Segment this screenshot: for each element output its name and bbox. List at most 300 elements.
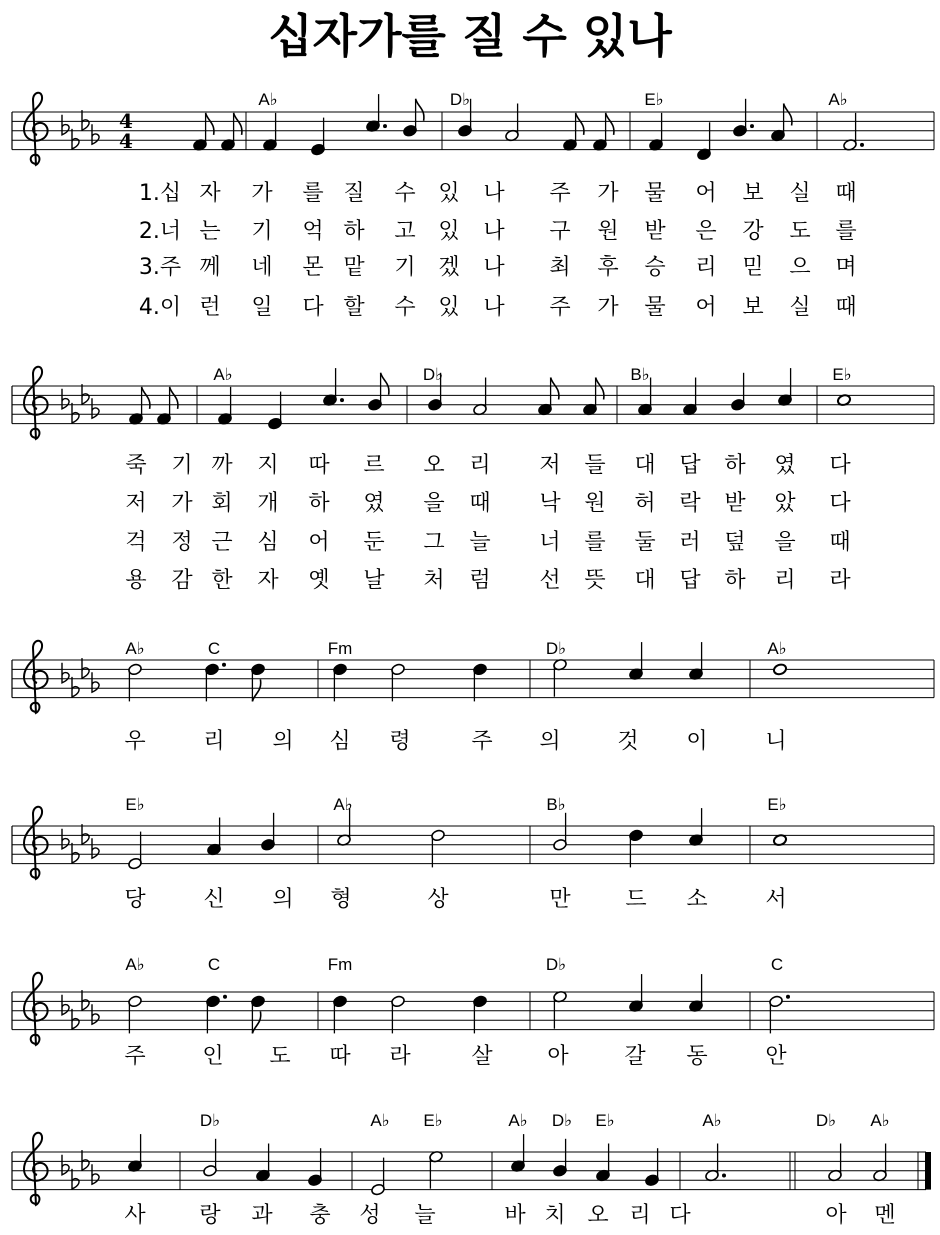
lyric-syllable: 나 [483, 295, 505, 320]
note [128, 832, 143, 870]
note [828, 1144, 843, 1182]
lyric-syllable: 강 [742, 219, 764, 244]
lyric-syllable: 받 [644, 219, 666, 244]
lyric-syllable: 럼 [469, 568, 491, 593]
note-flag [551, 378, 559, 400]
lyric-syllable: 할 [343, 295, 365, 320]
lyric-syllable: 때 [835, 295, 857, 320]
note [511, 1134, 526, 1172]
note [553, 813, 568, 851]
flat-icon [82, 824, 89, 844]
note [207, 818, 222, 856]
note [733, 99, 754, 137]
note-flag [381, 373, 389, 395]
lyric-syllable: 과 [251, 1203, 273, 1228]
chord-symbol: D♭ [551, 1111, 573, 1130]
song-title: 십자가를 질 수 있나 [268, 9, 672, 63]
note-flag [234, 113, 242, 135]
lyric-syllable: 다 [829, 491, 851, 516]
lyric-syllable: 수 [394, 295, 416, 320]
note [391, 663, 406, 701]
lyric-syllable: 덮 [724, 530, 746, 555]
note [593, 113, 614, 151]
lyric-syllable: 사 [124, 1203, 146, 1228]
lyric-syllable: 만 [549, 887, 571, 912]
flat-icon [82, 658, 89, 678]
note [403, 99, 424, 137]
chord-symbol: E♭ [423, 1111, 443, 1130]
lyric-syllable: 답 [679, 568, 701, 593]
lyric-syllable: 때 [835, 181, 857, 206]
chord-symbol: B♭ [630, 365, 650, 384]
flat-icon [82, 1150, 89, 1170]
chord-symbol: A♭ [828, 90, 848, 109]
treble-clef-icon [24, 973, 48, 1046]
note [371, 1158, 386, 1196]
lyric-syllable: 주 [549, 295, 571, 320]
lyric-syllable: 몬 [302, 255, 324, 280]
lyric-syllable: 4.이 [138, 295, 182, 320]
lyric-syllable: 들 [584, 453, 606, 478]
lyric-syllable: 때 [469, 491, 491, 516]
note [473, 378, 488, 416]
lyric-syllable: 의 [539, 729, 561, 754]
note [311, 118, 326, 156]
lyric-syllable: 실 [789, 181, 811, 206]
lyric-syllable: 충 [309, 1203, 331, 1228]
lyric-syllable: 죽 [125, 453, 147, 478]
lyric-syllable: 서 [765, 887, 787, 912]
note [256, 1144, 271, 1182]
chord-symbol: A♭ [125, 955, 145, 974]
note [778, 368, 793, 406]
note [563, 113, 584, 151]
flat-icon [72, 677, 79, 697]
lyric-syllable: 늘 [469, 530, 491, 555]
lyric-syllable: 나 [483, 181, 505, 206]
lyric-syllable: 라 [829, 568, 851, 593]
chord-symbol: E♭ [595, 1111, 615, 1130]
lyric-syllable: 가 [597, 295, 619, 320]
chord-symbol: A♭ [508, 1111, 528, 1130]
lyric-syllable: 주 [124, 1044, 146, 1069]
chord-symbol: A♭ [125, 639, 145, 658]
note [553, 990, 568, 1028]
staff-system-2 [12, 367, 934, 440]
lyric-syllable: 을 [423, 491, 445, 516]
lyric-syllable: 오 [587, 1203, 609, 1228]
lyric-syllable: 아 [547, 1044, 569, 1069]
lyric-syllable: 으 [789, 255, 811, 280]
note [773, 663, 788, 676]
flat-icon [62, 389, 69, 409]
treble-clef-icon [24, 807, 48, 880]
note [473, 995, 488, 1033]
lyric-syllable: 심 [329, 729, 351, 754]
note [205, 663, 226, 702]
lyric-syllable: 리 [774, 568, 796, 593]
lyric-syllable: 갈 [624, 1044, 646, 1069]
chord-symbol: E♭ [125, 795, 145, 814]
augmentation-dot [383, 124, 387, 128]
lyric-syllable: 감 [171, 568, 193, 593]
chord-symbol: A♭ [702, 1111, 722, 1130]
lyric-syllable: 도 [789, 219, 811, 244]
lyric-syllable: 낙 [539, 491, 561, 516]
treble-clef-icon [24, 367, 48, 440]
lyric-syllable: 고 [394, 219, 416, 244]
lyric-syllable: 이 [686, 729, 708, 754]
lyric-syllable: 였 [363, 491, 385, 516]
lyric-syllable: 받 [724, 491, 746, 516]
flat-icon [92, 1004, 99, 1024]
lyric-syllable: 치 [544, 1203, 566, 1228]
lyric-syllable: 허 [634, 491, 656, 516]
note [323, 368, 344, 406]
notehead [773, 663, 788, 676]
lyric-syllable: 기 [251, 219, 273, 244]
flat-icon [82, 110, 89, 130]
lyric-syllable: 맡 [343, 255, 365, 280]
note-flag [784, 104, 792, 126]
chord-symbol: A♭ [333, 795, 353, 814]
lyric-syllable: 성 [359, 1203, 381, 1228]
note [705, 1144, 726, 1182]
lyric-syllable: 살 [471, 1044, 493, 1069]
lyric-syllable: 하 [724, 568, 746, 593]
lyric-syllable: 가 [171, 491, 193, 516]
chord-symbol: D♭ [545, 639, 567, 658]
lyric-syllable: 심 [257, 530, 279, 555]
lyric-syllable: 있 [438, 219, 460, 244]
note [366, 94, 387, 132]
lyric-syllable: 멘 [874, 1203, 896, 1228]
lyric-syllable: 늘 [414, 1203, 436, 1228]
lyric-syllable: 겠 [438, 255, 460, 280]
lyric-syllable: 라 [389, 1044, 411, 1069]
lyric-syllable: 동 [686, 1044, 708, 1069]
note-flag [170, 387, 178, 409]
flat-icon [72, 843, 79, 863]
note [268, 392, 283, 430]
lyric-syllable: 의 [272, 729, 294, 754]
lyric-syllable: 다 [302, 295, 324, 320]
lyric-syllable: 따 [308, 453, 330, 478]
lyric-syllable: 다 [829, 453, 851, 478]
note [251, 995, 266, 1033]
lyric-syllable: 는 [199, 219, 221, 244]
note [128, 995, 143, 1033]
lyric-syllable: 보 [742, 295, 764, 320]
note-flag [606, 113, 614, 135]
lyric-syllable: 있 [438, 181, 460, 206]
note [221, 113, 242, 151]
note [391, 995, 406, 1033]
flat-icon [72, 1169, 79, 1189]
lyric-syllable: 저 [125, 491, 147, 516]
lyric-syllable: 옛 [308, 568, 330, 593]
lyric-syllable: 를 [584, 530, 606, 555]
note [689, 808, 704, 846]
note-flag [206, 113, 214, 135]
lyric-syllable: 를 [835, 219, 857, 244]
lyric-syllable: 원 [597, 219, 619, 244]
flat-icon [62, 829, 69, 849]
chord-symbol: A♭ [767, 639, 787, 658]
lyric-syllable: 억 [302, 219, 324, 244]
lyric-syllable: 바 [504, 1203, 526, 1228]
note [251, 663, 266, 701]
treble-clef-icon [24, 93, 48, 166]
chord-symbol: D♭ [815, 1111, 837, 1130]
augmentation-dot [340, 398, 344, 402]
time-signature-bottom: 4 [119, 129, 133, 153]
lyric-syllable: 정 [171, 530, 193, 555]
lyric-syllable: 승 [644, 255, 666, 280]
note [128, 663, 143, 701]
lyric-syllable: 오 [423, 453, 445, 478]
time-signature-top: 4 [119, 109, 133, 133]
lyric-syllable: 3.주 [138, 255, 182, 280]
lyric-syllable: 며 [835, 255, 857, 280]
lyric-syllable: 런 [199, 295, 221, 320]
augmentation-dot [223, 995, 227, 999]
chord-symbol: Fm [327, 639, 353, 658]
note [128, 1134, 143, 1172]
lyric-syllable: 처 [423, 568, 445, 593]
lyric-syllable: 것 [617, 729, 639, 754]
lyric-syllable: 네 [251, 255, 273, 280]
chord-symbol: A♭ [258, 90, 278, 109]
lyric-syllable: 령 [389, 729, 411, 754]
flat-icon [92, 672, 99, 692]
note [308, 1148, 323, 1186]
staff-system-1 [12, 93, 934, 166]
lyric-syllable: 자 [257, 568, 279, 593]
lyric-syllable: 자 [199, 181, 221, 206]
lyric-syllable: 였 [774, 453, 796, 478]
note [553, 1139, 568, 1177]
lyric-syllable: 저 [539, 453, 561, 478]
lyric-syllable: 을 [774, 530, 796, 555]
lyric-syllable: 께 [199, 255, 221, 280]
lyric-syllable: 은 [695, 219, 717, 244]
note [649, 113, 664, 151]
lyric-syllable: 드 [625, 887, 647, 912]
lyric-syllable: 뜻 [584, 568, 606, 593]
lyric-syllable: 원 [584, 491, 606, 516]
lyric-syllable: 최 [549, 255, 571, 280]
lyric-syllable: 보 [742, 181, 764, 206]
note-flag [576, 113, 584, 135]
flat-icon [72, 403, 79, 423]
lyric-syllable: 용 [125, 568, 147, 593]
note [206, 995, 227, 1034]
lyric-syllable: 안 [765, 1044, 787, 1069]
chord-symbol: A♭ [870, 1111, 890, 1130]
note [731, 373, 746, 411]
lyric-syllable: 기 [394, 255, 416, 280]
chord-symbol: A♭ [213, 365, 233, 384]
lyric-syllable: 주 [549, 181, 571, 206]
lyric-syllable: 대 [634, 568, 656, 593]
lyric-syllable: 랑 [199, 1203, 221, 1228]
lyric-syllable: 질 [343, 181, 365, 206]
note [157, 387, 178, 425]
lyric-syllable: 지 [257, 453, 279, 478]
note [769, 995, 790, 1034]
chord-symbol: D♭ [545, 955, 567, 974]
flat-icon [82, 990, 89, 1010]
chord-symbol: C [770, 955, 784, 974]
note [538, 378, 559, 416]
lyric-syllable: 기 [171, 453, 193, 478]
note [683, 378, 698, 416]
note-flag [596, 378, 604, 400]
note [697, 122, 712, 160]
lyric-syllable: 러 [679, 530, 701, 555]
lyric-syllable: 리 [695, 255, 717, 280]
staff-system-5 [12, 973, 934, 1046]
flat-icon [92, 398, 99, 418]
lyric-syllable: 너 [539, 530, 561, 555]
note [129, 387, 150, 425]
chord-symbol: B♭ [546, 795, 566, 814]
lyric-syllable: 1.십 [138, 181, 182, 206]
augmentation-dot [222, 663, 226, 667]
note [689, 974, 704, 1012]
flat-icon [82, 384, 89, 404]
final-thick-barline [925, 1152, 931, 1190]
note [218, 387, 233, 425]
flat-icon [62, 115, 69, 135]
lyric-syllable: 둔 [363, 530, 385, 555]
note [473, 663, 488, 701]
lyric-syllable: 물 [644, 295, 666, 320]
chord-symbol: E♭ [767, 795, 787, 814]
lyric-syllable: 까 [211, 453, 233, 478]
chord-symbol: C [207, 639, 221, 658]
chord-symbol: D♭ [422, 365, 444, 384]
lyric-syllable: 다 [669, 1203, 691, 1228]
lyric-syllable: 우 [124, 729, 146, 754]
augmentation-dot [786, 995, 790, 999]
lyric-syllable: 후 [597, 255, 619, 280]
lyric-syllable: 2.너 [138, 219, 182, 244]
flat-icon [62, 1155, 69, 1175]
lyric-syllable: 구 [549, 219, 571, 244]
note [873, 1144, 888, 1182]
lyric-syllable: 아 [825, 1203, 847, 1228]
lyric-syllable: 있 [438, 295, 460, 320]
note [431, 829, 446, 867]
lyric-syllable: 수 [394, 181, 416, 206]
augmentation-dot [860, 143, 864, 147]
chord-symbol: D♭ [449, 90, 471, 109]
chord-symbol: C [207, 955, 221, 974]
note [629, 829, 644, 867]
flat-icon [92, 838, 99, 858]
lyric-syllable: 물 [644, 181, 666, 206]
note [596, 1144, 611, 1182]
note [583, 378, 604, 416]
note [263, 113, 278, 151]
flat-icon [62, 663, 69, 683]
note-flag [416, 99, 424, 121]
lyric-syllable: 어 [308, 530, 330, 555]
lyric-syllable: 상 [427, 887, 449, 912]
lyric-syllable: 실 [789, 295, 811, 320]
treble-clef-icon [24, 641, 48, 714]
flat-icon [92, 1164, 99, 1184]
note [645, 1148, 660, 1186]
lyric-syllable: 근 [211, 530, 233, 555]
chord-symbol: E♭ [644, 90, 664, 109]
lyric-syllable: 르 [363, 453, 385, 478]
lyric-syllable: 회 [211, 491, 233, 516]
note [505, 104, 520, 142]
lyric-syllable: 어 [695, 181, 717, 206]
lyric-syllable: 니 [765, 729, 787, 754]
staff-system-4 [12, 807, 934, 880]
lyric-syllable: 당 [124, 887, 146, 912]
staff-system-3 [12, 641, 934, 714]
lyric-syllable: 하 [308, 491, 330, 516]
note [203, 1139, 218, 1177]
lyric-syllable: 나 [483, 219, 505, 244]
augmentation-dot [750, 124, 754, 128]
note [689, 642, 704, 680]
note [368, 373, 389, 411]
note [771, 104, 792, 142]
chord-symbol: Fm [327, 955, 353, 974]
flat-icon [92, 124, 99, 144]
lyric-syllable: 하 [724, 453, 746, 478]
lyric-syllable: 답 [679, 453, 701, 478]
lyric-syllable: 가 [251, 181, 273, 206]
lyric-syllable: 한 [211, 568, 233, 593]
note [193, 113, 214, 151]
lyric-syllable: 개 [257, 491, 279, 516]
lyric-syllable: 믿 [742, 255, 764, 280]
lyric-syllable: 주 [471, 729, 493, 754]
lyric-syllable: 도 [269, 1044, 291, 1069]
note [333, 663, 348, 701]
lyric-syllable: 어 [695, 295, 717, 320]
lyric-syllable: 의 [272, 887, 294, 912]
lyric-syllable: 선 [539, 568, 561, 593]
flat-icon [62, 995, 69, 1015]
note-flag [142, 387, 150, 409]
note [629, 642, 644, 680]
flat-icon [72, 129, 79, 149]
lyric-syllable: 하 [343, 219, 365, 244]
flat-icon [72, 1009, 79, 1029]
lyric-syllable: 소 [686, 887, 708, 912]
lyric-syllable: 신 [203, 887, 225, 912]
chord-symbol: D♭ [199, 1111, 221, 1130]
chord-symbol: E♭ [832, 365, 852, 384]
lyric-syllable: 가 [597, 181, 619, 206]
lyric-syllable: 때 [829, 530, 851, 555]
lyric-syllable: 리 [469, 453, 491, 478]
note-flag [252, 679, 260, 701]
lyric-syllable: 나 [483, 255, 505, 280]
note [843, 113, 864, 151]
lyric-syllable: 리 [203, 729, 225, 754]
augmentation-dot [722, 1174, 726, 1178]
lyric-syllable: 날 [363, 568, 385, 593]
